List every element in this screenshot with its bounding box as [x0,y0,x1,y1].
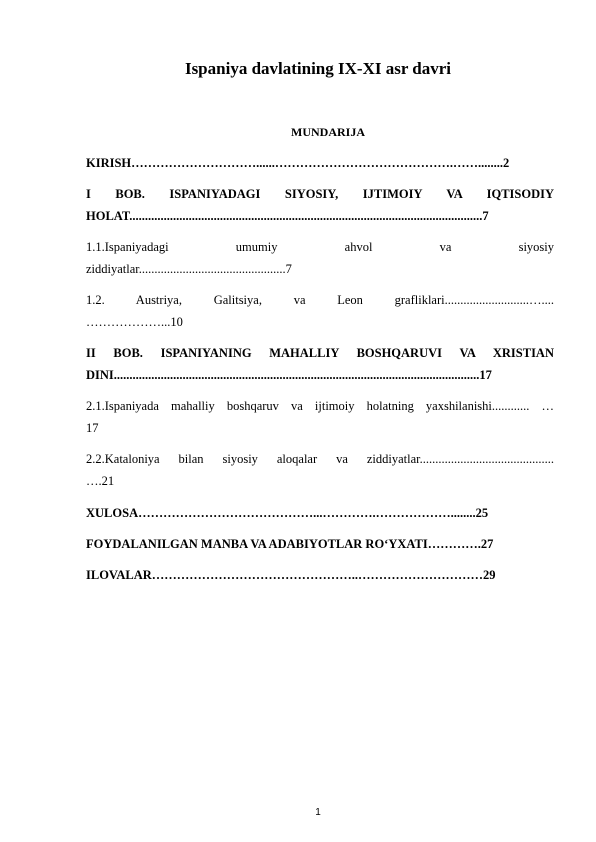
toc-line: II BOB. ISPANIYANING MAHALLIY BOSHQARUVI VA XRISTIAN [86,346,554,360]
toc-entry-chapter-1 [86,183,554,227]
toc-line: ….21 [86,474,115,488]
toc-line: 17 [86,421,99,435]
toc-line: DINI.....................................................................................................................17 [86,368,492,382]
toc-entry-section-1-1 [86,236,554,280]
toc-line: ziddiyatlar...............................................7 [86,262,292,276]
toc-entry-kirish [86,152,554,174]
toc-heading: MUNDARIJA [291,125,365,139]
toc-line: ………………...10 [86,315,183,329]
toc-line: FOYDALANILGAN MANBA VA ADABIYOTLAR RO‘YXATI………….27 [86,537,494,551]
toc-line: 1.2. Austriya, Galitsiya, va Leon grafliklari...........................….... [86,293,554,307]
toc-line: HOLAT.................................................................................................................7 [86,209,489,223]
toc-line: 2.2.Kataloniya bilan siyosiy aloqalar va ziddiyatlar........................................... [86,452,554,466]
toc-line: KIRISH…………………………......…………………………………….……........2 [86,156,510,170]
toc-entry-references [86,533,554,555]
table-of-contents [86,152,554,586]
page-number: 1 [315,807,321,818]
toc-line: XULOSA……………………………………...………….………………........25 [86,506,489,520]
toc-entry-section-2-2 [86,448,554,492]
toc-entry-ilovalar [86,564,554,586]
document-title: Ispaniya davlatining IX-XI asr davri [184,59,452,78]
toc-line: 1.1.Ispaniyadagi umumiy ahvol va siyosiy [86,240,554,254]
toc-line: I BOB. ISPANIYADAGI SIYOSIY, IJTIMOIY VA IQTISODIY [86,187,554,201]
toc-line: 2.1.Ispaniyada mahalliy boshqaruv va ijtimoiy holatning yaxshilanishi............ … [86,399,554,413]
toc-entry-chapter-2 [86,342,554,386]
toc-entry-xulosa [86,502,554,524]
toc-line: ILOVALAR…………………………………………..…………………………29 [86,568,496,582]
toc-entry-section-1-2 [86,289,554,333]
toc-entry-section-2-1 [86,395,554,439]
